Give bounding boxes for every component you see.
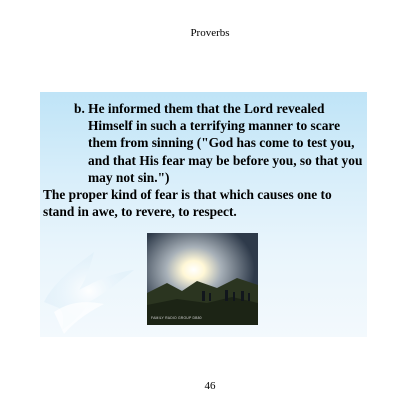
- list-item-first-line: [74, 100, 364, 117]
- list-item-lead: He informed them that the Lord revealed: [88, 101, 325, 116]
- photo-scene: [147, 233, 258, 325]
- list-item-continuation: Himself in such a terrifying manner to scare them from sinning ("God has come to test you, and that His fear may be before you, so that you may not sin."): [88, 118, 363, 185]
- list-item-b: [74, 100, 364, 186]
- bright-light-photo: [147, 233, 258, 325]
- page-number: 46: [204, 380, 216, 392]
- list-item-label: b.: [74, 101, 85, 116]
- fear-definition-paragraph: The proper kind of fear is that which causes one to stand in awe, to revere, to respect.: [43, 187, 332, 220]
- page-header-title: Proverbs: [190, 27, 230, 39]
- slide-panel: [40, 92, 367, 337]
- slide-text: [40, 100, 367, 220]
- dove-illustration: [40, 242, 154, 337]
- photo-caption: FAMILY RADIO GROUP DB80: [151, 316, 202, 320]
